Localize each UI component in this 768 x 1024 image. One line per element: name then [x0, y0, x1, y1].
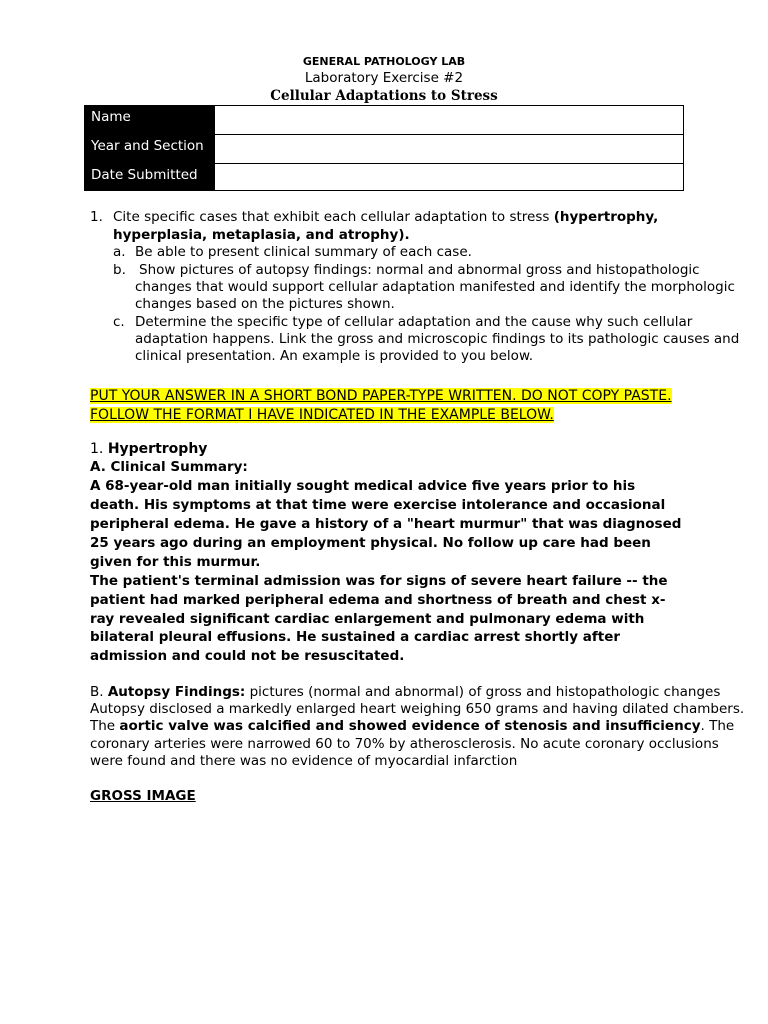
- autopsy-heading: Autopsy Findings:: [107, 684, 246, 700]
- student-info-table: [84, 105, 684, 191]
- exercise-topic: Cellular Adaptations to Stress: [270, 88, 498, 104]
- autopsy-line-2: Autopsy disclosed a markedly enlarged heart weighing 650 grams and having dilated chambers.: [90, 701, 745, 717]
- info-row-date-submitted: [85, 164, 683, 191]
- example-heading: [90, 441, 207, 458]
- sub-item-c-line-1: Determine the specific type of cellular adaptation and the cause why such cellular: [135, 314, 693, 330]
- sub-item-c-line-2: adaptation happens. Link the gross and microscopic findings to its pathologic causes and: [135, 331, 740, 347]
- clinical-line: death. His symptoms at that time were exercise intolerance and occasional: [90, 497, 666, 513]
- autopsy-line-3: [90, 718, 734, 735]
- clinical-line: bilateral pleural effusions. He sustained a cardiac arrest shortly after: [90, 629, 621, 645]
- autopsy-line-3-pre: The: [90, 718, 120, 734]
- clinical-line: 25 years ago during an employment physical. No follow up care had been: [90, 535, 651, 551]
- instruction-number: 1.: [90, 209, 103, 225]
- autopsy-line-4: coronary arteries were narrowed 60 to 70% by atherosclerosis. No acute coronary occlusions: [90, 736, 719, 752]
- sub-item-c-line-3: clinical presentation. An example is provided to you below.: [135, 348, 534, 364]
- course-title: GENERAL PATHOLOGY LAB: [302, 55, 466, 68]
- autopsy-line-1: [90, 684, 720, 701]
- year-section-field[interactable]: [215, 135, 683, 164]
- date-submitted-field[interactable]: [215, 164, 683, 191]
- example-number: 1.: [90, 441, 104, 457]
- name-field[interactable]: [215, 106, 683, 135]
- clinical-line: given for this murmur.: [90, 554, 261, 570]
- example-title: Hypertrophy: [107, 441, 208, 457]
- clinical-line: admission and could not be resuscitated.: [90, 648, 405, 664]
- info-row-name: [85, 106, 683, 135]
- notice-line-2-text: FOLLOW THE FORMAT I HAVE INDICATED IN THE EXAMPLE BELOW.: [90, 407, 554, 423]
- year-section-label: Year and Section: [85, 135, 215, 164]
- name-label: Name: [85, 106, 215, 135]
- instruction-bold-1: (hypertrophy,: [553, 209, 659, 225]
- autopsy-rest: pictures (normal and abnormal) of gross and histopathologic changes: [245, 684, 721, 700]
- sub-item-b-line-2: changes that would support cellular adaptation manifested and identify the morphologic: [135, 279, 735, 295]
- autopsy-prefix: B.: [90, 684, 108, 700]
- info-row-year-section: [85, 135, 683, 164]
- autopsy-line-3-post: . The: [700, 718, 735, 734]
- instruction-text: Cite specific cases that exhibit each cellular adaptation to stress: [113, 209, 554, 225]
- notice-line-2: [90, 406, 554, 424]
- autopsy-line-5: were found and there was no evidence of myocardial infarction: [90, 753, 518, 769]
- instruction-line-1: [113, 209, 658, 226]
- clinical-line: A 68-year-old man initially sought medical advice five years prior to his: [90, 478, 636, 494]
- sub-item-c-mark: c.: [113, 314, 125, 330]
- clinical-line: ray revealed significant cardiac enlargement and pulmonary edema with: [90, 611, 645, 627]
- date-submitted-label: Date Submitted: [85, 164, 215, 191]
- autopsy-line-3-bold: aortic valve was calcified and showed evidence of stenosis and insufficiency: [119, 718, 701, 734]
- clinical-line: The patient's terminal admission was for signs of severe heart failure -- the: [90, 573, 668, 589]
- clinical-line: patient had marked peripheral edema and shortness of breath and chest x-: [90, 592, 666, 608]
- sub-item-a-mark: a.: [113, 244, 126, 260]
- clinical-line: peripheral edema. He gave a history of a "heart murmur" that was diagnosed: [90, 516, 682, 532]
- clinical-summary-heading: A. Clinical Summary:: [90, 459, 248, 475]
- gross-image-heading: GROSS IMAGE: [90, 788, 196, 804]
- instruction-bold-2: hyperplasia, metaplasia, and atrophy).: [113, 227, 410, 243]
- notice-line-1-text: PUT YOUR ANSWER IN A SHORT BOND PAPER-TYPE WRITTEN. DO NOT COPY PASTE.: [90, 388, 672, 404]
- sub-item-a: Be able to present clinical summary of each case.: [135, 244, 472, 260]
- notice-line-1: [90, 387, 672, 405]
- sub-item-b-mark: b.: [113, 262, 126, 278]
- sub-item-b-line-3: changes based on the pictures shown.: [135, 296, 395, 312]
- sub-item-b-line-1: Show pictures of autopsy findings: normal and abnormal gross and histopathologic: [139, 262, 700, 278]
- exercise-number: Laboratory Exercise #2: [304, 70, 464, 86]
